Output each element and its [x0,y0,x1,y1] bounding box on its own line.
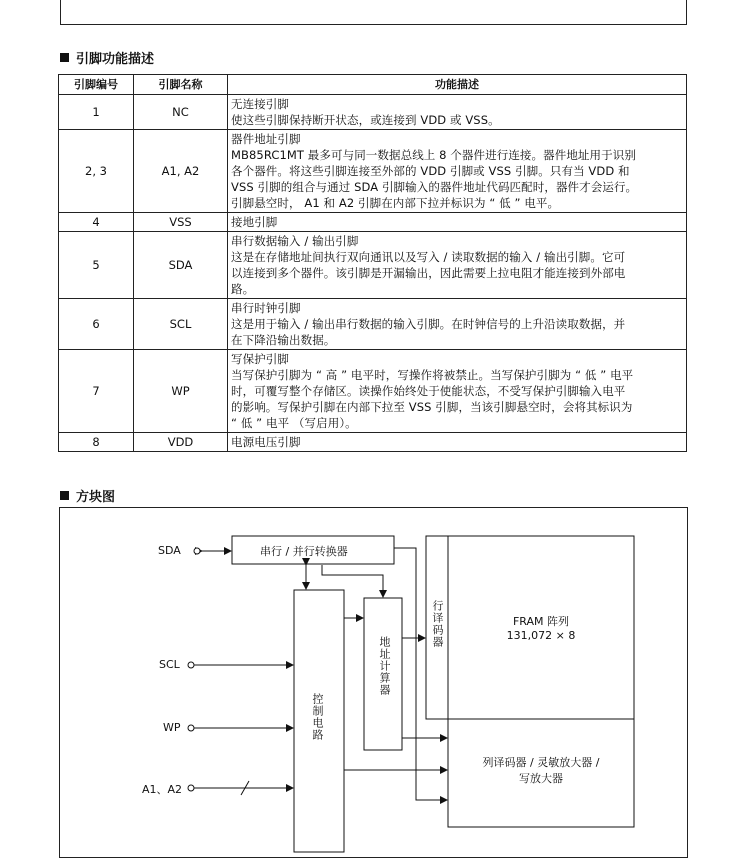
serial-converter-label: 串行 / 并行转换器 [260,545,348,558]
desc-line: MB85RC1MT 最多可与同一数据总线上 8 个器件进行连接。器件地址用于识别 [231,148,636,162]
square-bullet-icon [60,491,69,500]
pin-description [228,213,687,232]
pin-number: 5 [59,232,134,299]
scl-pin-circle [188,662,194,668]
column-decoder-line1: 列译码器 / 灵敏放大器 / [482,756,600,769]
header-pin-number: 引脚编号 [59,75,134,95]
previous-section-box [60,0,687,25]
table-row [59,130,687,213]
column-decoder-line2: 写放大器 [519,772,563,785]
pin-name: VSS [134,213,228,232]
fram-array-line2: 131,072 × 8 [506,629,576,642]
pin-description [228,299,687,350]
desc-line: 电源电压引脚 [231,435,301,449]
pin-name: WP [134,350,228,433]
wp-pin-circle [188,725,194,731]
table-row [59,433,687,452]
a1a2-pin-circle [188,785,194,791]
sda-label: SDA [158,544,181,557]
pin-number: 6 [59,299,134,350]
desc-line: 使这些引脚保持断开状态，或连接到 VDD 或 VSS。 [231,113,500,127]
block-diagram [59,507,688,858]
desc-line: 器件地址引脚 [231,132,301,146]
pin-name: A1, A2 [134,130,228,213]
table-row [59,95,687,130]
pin-section-title: 引脚功能描述 [60,48,154,67]
desc-line: VSS 引脚的组合与通过 SDA 引脚输入的器件地址代码匹配时，器件才会运行。 [231,180,638,194]
address-counter-label: 地址计算器 [378,636,391,696]
desc-line: 写保护引脚 [231,352,289,366]
pin-description [228,433,687,452]
desc-line: 的影响。写保护引脚在内部下拉至 VSS 引脚，当该引脚悬空时，会将其标识为 [231,400,633,414]
table-row [59,232,687,299]
desc-line: 当写保护引脚为 “ 高 ” 电平时，写操作将被禁止。当写保护引脚为 “ 低 ” 电平 [231,368,634,382]
desc-line: “ 低 ” 电平 （写启用）。 [231,416,357,430]
desc-line: 各个器件。将这些引脚连接至外部的 VDD 引脚或 VSS 引脚。只有当 VDD 和 [231,164,630,178]
pin-name: NC [134,95,228,130]
control-circuit-label: 控制电路 [311,693,324,741]
desc-line: 这是用于输入 / 输出串行数据的输入引脚。在时钟信号的上升沿读取数据，并 [231,317,626,331]
block-section-title: 方块图 [60,486,115,505]
a1a2-label: A1、A2 [142,783,183,796]
header-pin-name: 引脚名称 [134,75,228,95]
desc-line: 接地引脚 [231,215,278,229]
wp-label: WP [163,721,181,734]
sda-pin-circle [194,548,200,554]
pin-number: 8 [59,433,134,452]
pin-name: SCL [134,299,228,350]
desc-line: 引脚悬空时， A1 和 A2 引脚在内部下拉并标识为 “ 低 ” 电平。 [231,196,560,210]
converter-address-link [322,565,383,597]
fram-array-label [448,613,634,642]
desc-line: 串行时钟引脚 [231,301,301,315]
header-function: 功能描述 [228,75,687,95]
row-decoder-label: 行译码器 [431,600,444,648]
pin-description [228,130,687,213]
table-row [59,350,687,433]
table-header-row [59,75,687,95]
desc-line: 这是在存储地址间执行双向通讯以及写入 / 读取数据的输入 / 输出引脚。它可 [231,250,626,264]
table-row [59,213,687,232]
pin-number: 2, 3 [59,130,134,213]
fram-array-line1: FRAM 阵列 [512,615,570,628]
pin-description [228,95,687,130]
desc-line: 路。 [231,282,255,296]
pin-name: VDD [134,433,228,452]
desc-line: 无连接引脚 [231,97,289,111]
scl-label: SCL [159,658,180,671]
column-decoder-label [448,754,634,786]
square-bullet-icon [60,53,69,62]
desc-line: 以连接到多个器件。该引脚是开漏输出，因此需要上拉电阻才能连接到外部电 [231,266,626,280]
pin-description [228,350,687,433]
pin-name: SDA [134,232,228,299]
table-row [59,299,687,350]
pin-function-table [58,74,687,452]
pin-number: 4 [59,213,134,232]
block-diagram-lines [60,508,687,857]
desc-line: 串行数据输入 / 输出引脚 [231,234,359,248]
desc-line: 在下降沿输出数据。 [231,333,336,347]
desc-line: 时，可覆写整个存储区。读操作始终处于使能状态，不受写保护引脚输入电平 [231,384,626,398]
pin-description [228,232,687,299]
pin-number: 7 [59,350,134,433]
pin-number: 1 [59,95,134,130]
